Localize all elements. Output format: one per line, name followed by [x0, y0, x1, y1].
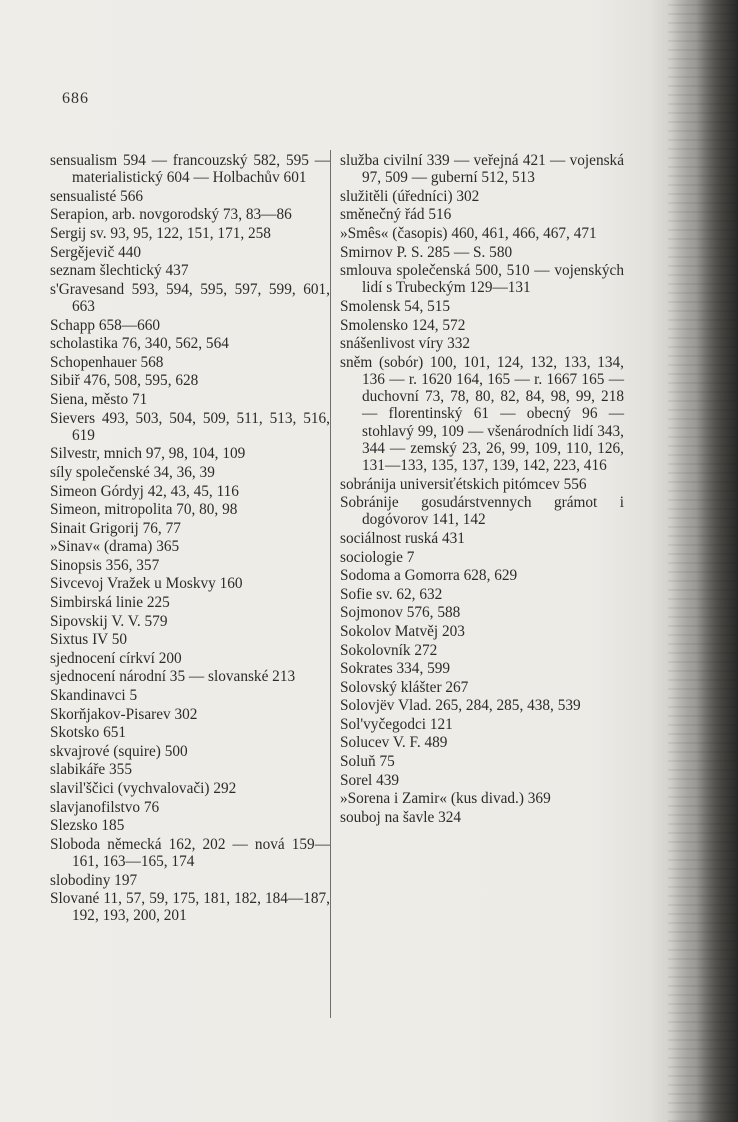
index-entry: Soluň 75: [340, 753, 395, 771]
index-entry: seznam šlechtický 437: [50, 262, 189, 280]
index-entry: Sodoma a Gomorra 628, 629: [340, 567, 518, 585]
index-entry: Sibiř 476, 508, 595, 628: [50, 372, 199, 390]
index-entry: sněm (sobór) 100, 101, 124, 132, 133, 134, 136 — r. 1620 164, 165 — r. 1667 165 — duchovní 73, 78, 80, 82, 84, 98, 99, 218 — florentinský 61 — obecný 96 — stohlavý 99, 109 — všenárodních lidí 343, 344 — zemský 23, 26, 99, 109, 110, 126, 131—133, 135, 137, 139, 142, 223, 416: [340, 353, 624, 474]
index-entry: síly společenské 34, 36, 39: [50, 463, 215, 481]
index-entry: Sergij sv. 93, 95, 122, 151, 171, 258: [50, 224, 271, 242]
index-entry: slavjanofilstvo 76: [50, 798, 160, 816]
index-entry: Serapion, arb. novgorodský 73, 83—86: [50, 206, 292, 224]
index-entry: sociálnost ruská 431: [340, 529, 465, 547]
index-entry: Sorel 439: [340, 771, 400, 789]
index-entry: sobránija universiťétskich pitómcev 556: [340, 475, 587, 493]
index-entry: sjednocení církví 200: [50, 649, 182, 667]
index-entry: souboj na šavle 324: [340, 808, 462, 826]
index-entry: Smirnov P. S. 285 — S. 580: [340, 243, 513, 261]
index-entry: Schopenhauer 568: [50, 353, 164, 371]
index-entry: Solovjëv Vlad. 265, 284, 285, 438, 539: [340, 697, 581, 715]
index-entry: Solucev V. F. 489: [340, 734, 448, 752]
index-column-left: [50, 152, 330, 925]
index-entry: »Sorena i Zamir« (kus divad.) 369: [340, 790, 551, 808]
index-entry: směnečný řád 516: [340, 206, 452, 224]
index-entry: Sokrates 334, 599: [340, 660, 451, 678]
index-entry: »Smês« (časopis) 460, 461, 466, 467, 471: [340, 224, 597, 242]
book-binding-edge: [668, 0, 738, 1122]
index-entry: Slezsko 185: [50, 817, 125, 835]
index-entry: skvajrové (squire) 500: [50, 742, 188, 760]
index-entry: služba civilní 339 — veřejná 421 — vojenská 97, 509 — guberní 512, 513: [340, 152, 624, 187]
index-entry: sensualisté 566: [50, 187, 144, 205]
index-entry: Sofie sv. 62, 632: [340, 585, 443, 603]
index-entry: Sol'vyčegodci 121: [340, 715, 453, 733]
page-number: 686: [62, 90, 89, 107]
index-entry: Sinait Grigorij 76, 77: [50, 519, 181, 537]
index-entry: Silvestr, mnich 97, 98, 104, 109: [50, 445, 246, 463]
index-entry: slobodiny 197: [50, 871, 138, 889]
index-entry: Simeon, mitropolita 70, 80, 98: [50, 501, 238, 519]
index-entry: Simbirská linie 225: [50, 594, 170, 612]
index-entry: Skandinavci 5: [50, 687, 138, 705]
index-entry: snášenlivost víry 332: [340, 335, 471, 353]
index-entry: Solovský klášter 267: [340, 678, 469, 696]
index-entry: scholastika 76, 340, 562, 564: [50, 335, 229, 353]
index-entry: Skorňjakov-Pisarev 302: [50, 705, 198, 723]
index-entry: Sloboda německá 162, 202 — nová 159—161, 163—165, 174: [50, 835, 330, 870]
index-entry: Slované 11, 57, 59, 175, 181, 182, 184—187, 192, 193, 200, 201: [50, 890, 330, 925]
index-entry: sensualism 594 — francouzský 582, 595 — materialistický 604 — Holbachův 601: [50, 152, 330, 187]
index-entry: Sokolov Matvěj 203: [340, 622, 465, 640]
index-entry: Sievers 493, 503, 504, 509, 511, 513, 516, 619: [50, 409, 330, 444]
index-entry: Sobránije gosudárstvennych grámot i dogóvorov 141, 142: [340, 494, 624, 529]
index-entry: Sokolovník 272: [340, 641, 438, 659]
index-entry: Schapp 658—660: [50, 316, 161, 334]
index-entry: slabikáře 355: [50, 761, 132, 779]
index-entry: Siena, město 71: [50, 390, 148, 408]
column-divider: [330, 150, 331, 1018]
index-entry: služitěli (úředníci) 302: [340, 187, 480, 205]
index-entry: Sivcevoj Vražek u Moskvy 160: [50, 575, 243, 593]
index-entry: sjednocení národní 35 — slovanské 213: [50, 668, 296, 686]
index-entry: Sixtus IV 50: [50, 631, 128, 649]
index-entry: Sojmonov 576, 588: [340, 604, 461, 622]
index-entry: Sergějevič 440: [50, 243, 142, 261]
index-entry: sociologie 7: [340, 548, 415, 566]
index-entry: slavil'ščici (vychvalovači) 292: [50, 780, 237, 798]
index-entry: »Sinav« (drama) 365: [50, 538, 180, 556]
index-entry: smlouva společenská 500, 510 — vojenských lidí s Trubeckým 129—131: [340, 262, 624, 297]
index-column-right: [340, 152, 624, 826]
index-entry: Smolensko 124, 572: [340, 316, 466, 334]
index-entry: s'Gravesand 593, 594, 595, 597, 599, 601, 663: [50, 280, 330, 315]
index-entry: Sipovskij V. V. 579: [50, 612, 168, 630]
index-entry: Simeon Górdyj 42, 43, 45, 116: [50, 482, 239, 500]
index-entry: Sinopsis 356, 357: [50, 556, 160, 574]
index-entry: Skotsko 651: [50, 724, 127, 742]
index-entry: Smolensk 54, 515: [340, 297, 451, 315]
